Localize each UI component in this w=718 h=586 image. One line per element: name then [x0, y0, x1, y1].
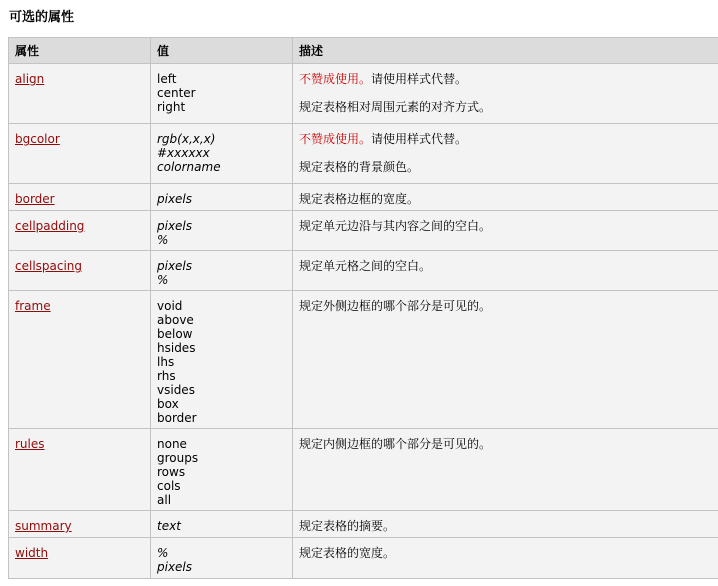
table-row — [9, 124, 718, 184]
deprecation-note — [299, 132, 712, 146]
description-cell — [293, 64, 718, 124]
attribute-link-summary[interactable]: summary — [15, 519, 72, 533]
description-text: 规定表格的背景颜色。 — [299, 160, 420, 174]
value-item: pixels — [157, 192, 193, 206]
description-cell — [293, 211, 718, 251]
value-item: rows — [157, 465, 186, 479]
attribute-link-width[interactable]: width — [15, 546, 49, 560]
value-item: text — [157, 519, 181, 533]
description-cell — [293, 291, 718, 429]
table-row — [9, 64, 718, 124]
attribute-link-frame[interactable]: frame — [15, 299, 51, 313]
table-row — [9, 291, 718, 429]
table-row — [9, 184, 718, 211]
value-list — [157, 519, 286, 533]
value-item: above — [157, 313, 194, 327]
value-item: left — [157, 72, 177, 86]
value-item: hsides — [157, 341, 196, 355]
value-cell — [151, 429, 293, 511]
value-item: pixels — [157, 219, 193, 233]
description-text: 规定表格相对周围元素的对齐方式。 — [299, 100, 492, 114]
attribute-cell — [9, 184, 151, 211]
table-header-row — [9, 38, 718, 64]
description-cell — [293, 184, 718, 211]
value-list — [157, 132, 286, 174]
attribute-cell — [9, 538, 151, 579]
description-text: 规定表格边框的宽度。 — [299, 192, 420, 206]
table-row — [9, 251, 718, 291]
description-text: 规定内侧边框的哪个部分是可见的。 — [299, 437, 492, 451]
attribute-cell — [9, 64, 151, 124]
attributes-table — [8, 37, 718, 579]
value-cell — [151, 184, 293, 211]
header-description: 描述 — [293, 38, 718, 64]
value-item: below — [157, 327, 193, 341]
page-title: 可选的属性 — [9, 10, 75, 25]
attribute-cell — [9, 124, 151, 184]
value-item: #xxxxxx — [157, 146, 210, 160]
attribute-link-border[interactable]: border — [15, 192, 55, 206]
header-value: 值 — [151, 38, 293, 64]
value-item: void — [157, 299, 183, 313]
description-cell — [293, 251, 718, 291]
table-row — [9, 538, 718, 579]
value-item: colorname — [157, 160, 221, 174]
value-list — [157, 299, 286, 425]
attribute-link-bgcolor[interactable]: bgcolor — [15, 132, 60, 146]
attribute-cell — [9, 251, 151, 291]
value-cell — [151, 211, 293, 251]
description-text: 规定单元格之间的空白。 — [299, 259, 432, 273]
value-list — [157, 192, 286, 206]
attribute-link-cellpadding[interactable]: cellpadding — [15, 219, 85, 233]
table-row — [9, 511, 718, 538]
value-item: pixels — [157, 259, 193, 273]
description-text: 规定单元边沿与其内容之间的空白。 — [299, 219, 492, 233]
deprecated-label: 不赞成使用。 — [299, 72, 372, 86]
value-cell — [151, 538, 293, 579]
value-item: pixels — [157, 560, 193, 574]
value-cell — [151, 64, 293, 124]
description-cell — [293, 429, 718, 511]
value-item: % — [157, 546, 169, 560]
value-item: center — [157, 86, 196, 100]
description-text: 规定外侧边框的哪个部分是可见的。 — [299, 299, 492, 313]
value-item: box — [157, 397, 179, 411]
value-item: % — [157, 273, 169, 287]
description-cell — [293, 511, 718, 538]
deprecation-note — [299, 72, 712, 86]
deprecated-label: 不赞成使用。 — [299, 132, 372, 146]
value-cell — [151, 291, 293, 429]
attribute-cell — [9, 291, 151, 429]
attribute-link-cellspacing[interactable]: cellspacing — [15, 259, 83, 273]
attribute-cell — [9, 429, 151, 511]
value-list — [157, 72, 286, 114]
value-item: cols — [157, 479, 181, 493]
value-cell — [151, 251, 293, 291]
value-item: border — [157, 411, 197, 425]
description-text: 规定表格的宽度。 — [299, 546, 396, 560]
table-body — [9, 64, 718, 579]
value-cell — [151, 124, 293, 184]
value-item: none — [157, 437, 187, 451]
table-row — [9, 429, 718, 511]
table-row — [9, 211, 718, 251]
value-list — [157, 219, 286, 247]
value-list — [157, 546, 286, 574]
value-list — [157, 259, 286, 287]
value-item: lhs — [157, 355, 175, 369]
value-list — [157, 437, 286, 507]
attribute-cell — [9, 211, 151, 251]
value-cell — [151, 511, 293, 538]
description-text: 规定表格的摘要。 — [299, 519, 396, 533]
attribute-link-align[interactable]: align — [15, 72, 45, 86]
description-cell — [293, 124, 718, 184]
value-item: % — [157, 233, 169, 247]
value-item: groups — [157, 451, 199, 465]
attribute-link-rules[interactable]: rules — [15, 437, 45, 451]
value-item: vsides — [157, 383, 195, 397]
header-attribute: 属性 — [9, 38, 151, 64]
attribute-cell — [9, 511, 151, 538]
value-item: all — [157, 493, 172, 507]
description-cell — [293, 538, 718, 579]
value-item: rgb(x,x,x) — [157, 132, 216, 146]
deprecated-hint: 请使用样式代替。 — [371, 72, 468, 86]
deprecated-hint: 请使用样式代替。 — [371, 132, 468, 146]
value-item: rhs — [157, 369, 176, 383]
value-item: right — [157, 100, 186, 114]
